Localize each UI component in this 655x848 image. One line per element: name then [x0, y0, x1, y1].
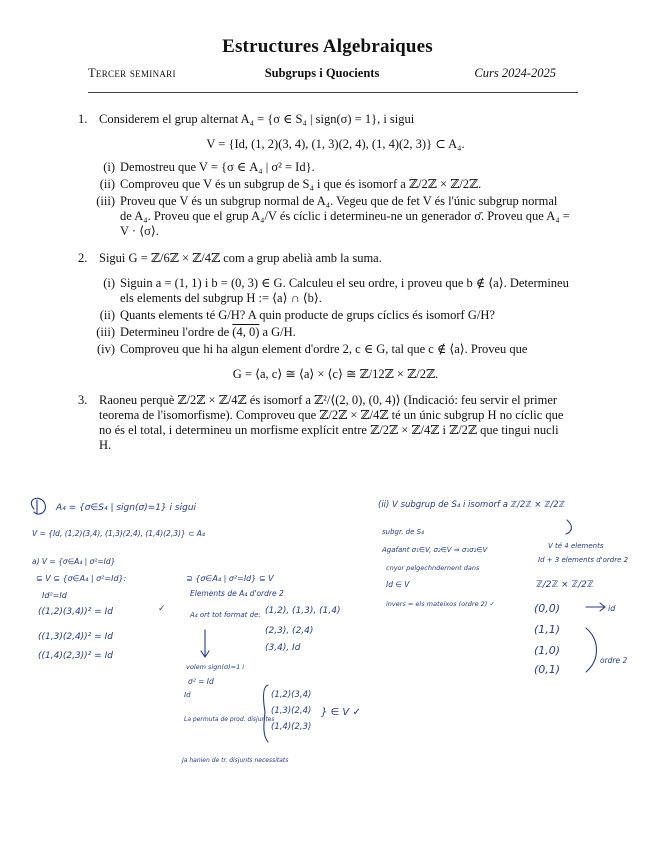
- overlined-element: (4, 0): [232, 325, 260, 339]
- hw-line: a) V = {σ∈A₄ | σ²=Id}: [32, 557, 116, 566]
- problem-intro: Sigui G = ℤ/6ℤ × ℤ/4ℤ com a grup abelià amb la suma.: [99, 251, 382, 265]
- problem-number: 1.: [78, 112, 88, 126]
- display-formula: G = ⟨a, c⟩ ≅ ⟨a⟩ × ⟨c⟩ ≅ ℤ/12ℤ × ℤ/2ℤ.: [232, 367, 439, 381]
- part-label: (ii): [99, 308, 115, 322]
- hw-line: Id²=Id: [42, 591, 67, 600]
- hw-line: subgr. de S₄: [382, 528, 424, 536]
- hw-line: invers = els mateixos (ordre 2) ✓: [386, 600, 495, 608]
- part-text: Comproveu que V és un subgrup de S₄ i que és isomorf a ℤ/2ℤ × ℤ/2ℤ.: [120, 177, 482, 191]
- handwriting-right: [378, 500, 629, 676]
- hw-line: cnyor pelgechndernent dans: [386, 564, 480, 572]
- hw-line: Agafant σ₁∈V, σ₂∈V ⇒ σ₁σ₂∈V: [382, 546, 488, 554]
- hw-line: (1,4)(2,3): [271, 722, 312, 732]
- hw-line: (1,1): [534, 623, 561, 636]
- problem-text: Raoneu perquè ℤ/2ℤ × ℤ/4ℤ és isomorf a ℤ²/⟨(2, 0), (0, 4)⟩ (Indicació: feu servir el primer teorema de l'isomorfisme). Comproveu que ℤ/2ℤ × ℤ/4ℤ té un únic subgrup H no cíclic que no és el total, i determineu un morfisme explícit entre ℤ/2ℤ × ℤ/4ℤ i ℤ/2ℤ que tingui nucli H.: [99, 393, 564, 452]
- hw-line: V = {Id, (1,2)(3,4), (1,3)(2,4), (1,4)(2,3)} ⊂ A₄: [32, 529, 205, 538]
- hw-line: ℤ/2ℤ × ℤ/2ℤ: [536, 580, 594, 590]
- arrow-down-icon: [201, 630, 209, 657]
- hw-line: V té 4 elements: [548, 542, 604, 550]
- part-text: Siguin a = (1, 1) i b = (0, 3) ∈ G. Calculeu el seu ordre, i proveu que b ∉ ⟨a⟩. Determineu els elements del subgrup H := ⟨a⟩ ∩ ⟨b⟩.: [120, 276, 569, 305]
- hw-line: ((1,2)(3,4))² = Id: [38, 607, 113, 617]
- handwriting-middle: [181, 574, 361, 764]
- part-label: (iii): [96, 325, 115, 339]
- hw-line: (ii) V subgrup de S₄ i isomorf a ℤ/2ℤ × ℤ/2ℤ: [378, 500, 566, 510]
- arrow-right-icon: [586, 603, 605, 611]
- hw-line: Id: [184, 691, 191, 699]
- problem-intro: Considerem el grup alternat A₄ = {σ ∈ S₄ | sign(σ) = 1}, i sigui: [99, 112, 415, 126]
- hw-line: (0,1): [534, 663, 561, 676]
- hw-line: ((1,4)(2,3))² = Id: [38, 651, 113, 661]
- seminar-label: Tercer seminari: [88, 66, 176, 80]
- part-label: (i): [103, 160, 115, 174]
- problem-number: 3.: [78, 393, 88, 407]
- hw-line: (1,3)(2,4): [271, 706, 312, 716]
- hw-line: (3,4), Id: [265, 643, 301, 653]
- hw-line: Elements de A₄ d'ordre 2: [190, 589, 284, 598]
- part-text-post: a G/H.: [259, 325, 296, 339]
- hw-line: volem sign(σ)=1 i: [186, 663, 245, 671]
- handwriting-left: [31, 498, 205, 661]
- brace-icon: [566, 520, 571, 534]
- hw-line: ⊆ V ⊆ {σ∈A₄ | σ²=Id}:: [36, 574, 127, 583]
- problem-number: 2.: [78, 251, 88, 265]
- hw-line: (0,0): [534, 602, 561, 615]
- part-text: Quants elements té G/H? A quin producte de grups cíclics és isomorf G/H?: [120, 308, 495, 322]
- part-label: (iii): [96, 194, 115, 208]
- hw-line: A₄ = {σ∈S₄ | sign(σ)=1} i sigui: [56, 503, 197, 513]
- hw-line: Ja hanien de tr. disjunts necessitats: [182, 757, 289, 764]
- part-label: (i): [103, 276, 115, 290]
- hw-line: ((1,3)(2,4))² = Id: [38, 632, 113, 642]
- hw-line: (1,2)(3,4): [271, 690, 312, 700]
- course-year-label: Curs 2024-2025: [474, 66, 556, 80]
- check-mark-icon: ✓: [158, 604, 166, 614]
- hw-line: Id + 3 elements d'ordre 2: [538, 556, 629, 564]
- brace-left-icon: [263, 685, 268, 742]
- part-text-pre: Determineu l'ordre de: [120, 325, 233, 339]
- part-label: (iv): [96, 342, 115, 356]
- hw-line: id: [608, 604, 616, 613]
- part-text: Demostreu que V = {σ ∈ A₄ | σ² = Id}.: [120, 160, 315, 174]
- hw-line: σ² = Id: [188, 677, 214, 686]
- part-label: (ii): [99, 177, 115, 191]
- hw-line: La permuta de prod. disjuntes: [184, 716, 275, 723]
- part-text: Comproveu que hi ha algun element d'ordre 2, c ∈ G, tal que c ∉ ⟨a⟩. Proveu que: [120, 342, 528, 356]
- hw-line: ordre 2: [600, 656, 628, 665]
- brace-right-icon: [586, 628, 597, 672]
- document-title: Estructures Algebraiques: [222, 36, 433, 57]
- display-formula: V = {Id, (1, 2)(3, 4), (1, 3)(2, 4), (1, 4)(2, 3)} ⊂ A₄.: [206, 137, 465, 151]
- hw-line: (1,0): [534, 644, 561, 657]
- hw-line: A₄ ort tot format de:: [190, 611, 261, 619]
- hw-line: (2,3), (2,4): [265, 626, 314, 636]
- hw-line: Id ∈ V: [386, 580, 410, 589]
- circled-number-icon: [31, 498, 45, 514]
- part-text: Proveu que V és un subgrup normal de A₄. Vegeu que de fet V és l'únic subgrup normal de A₄. Proveu que el grup A₄/V és cíclic i determineu-ne un generador σ̄. Proveu que A₄ = V · ⟨σ⟩.: [120, 194, 570, 238]
- hw-line: } ∈ V ✓: [321, 707, 361, 718]
- hw-line: ⊇ {σ∈A₄ | σ²=Id} ⊆ V: [186, 574, 274, 583]
- hw-line: (1,2), (1,3), (1,4): [265, 606, 341, 616]
- topic-label: Subgrups i Quocients: [264, 66, 380, 80]
